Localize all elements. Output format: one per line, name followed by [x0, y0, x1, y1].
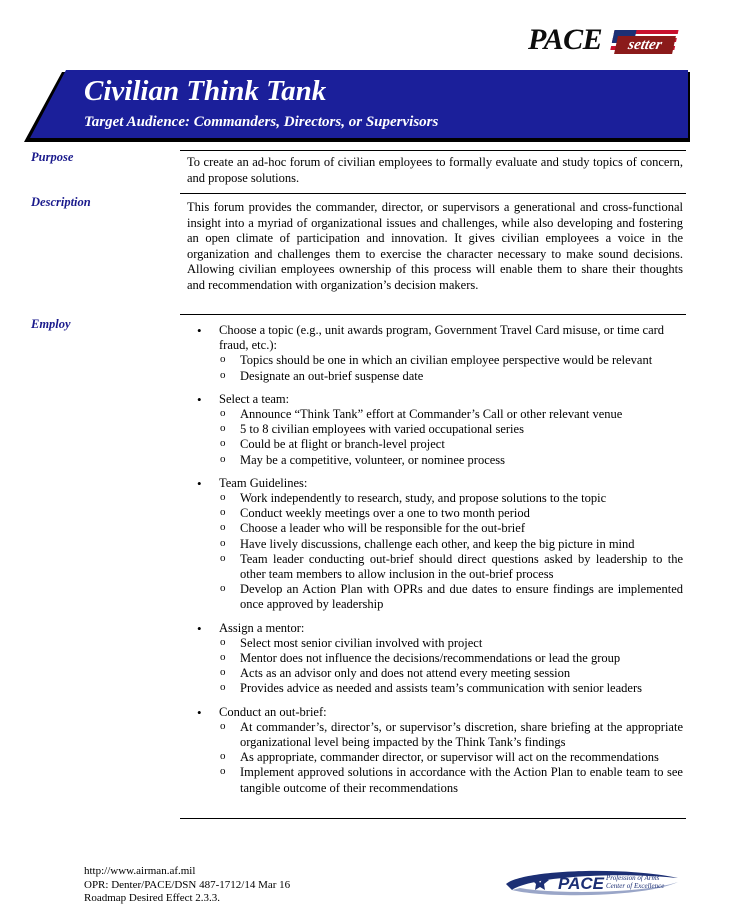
sub-list-item: o Provides advice as needed and assists team’s communication with senior leaders	[187, 681, 683, 696]
sub-list-item: o Conduct weekly meetings over a one to two month period	[187, 506, 683, 521]
sub-list-item: o Work independently to research, study, and propose solutions to the topic	[187, 491, 683, 506]
divider	[180, 150, 686, 151]
footer-url[interactable]: http://www.airman.af.mil	[84, 865, 196, 877]
footer-logo-word: PACE	[558, 874, 604, 893]
sub-list-item: o As appropriate, commander director, or supervisor will act on the recommendations	[187, 750, 683, 765]
list-item	[187, 323, 683, 384]
sub-list-item: o Designate an out-brief suspense date	[187, 369, 683, 384]
sub-list-item: o Develop an Action Plan with OPRs and due dates to ensure findings are implemented once approved by leadership	[187, 582, 683, 612]
sub-list-item: o Select most senior civilian involved with project	[187, 636, 683, 651]
page-title: Civilian Think Tank	[84, 75, 327, 107]
list-item-text: • Conduct an out-brief:	[219, 704, 327, 719]
sub-list-item: o Topics should be one in which an civilian employee perspective would be relevant	[187, 353, 683, 368]
purpose-label: Purpose	[31, 150, 74, 164]
footer-logo-line2: Center of Excellence	[606, 882, 665, 890]
divider	[180, 818, 686, 819]
sub-list-item: o Mentor does not influence the decisions/recommendations or lead the group	[187, 651, 683, 666]
page-subtitle: Target Audience: Commanders, Directors, or Supervisors	[84, 114, 439, 130]
footer-roadmap: Roadmap Desired Effect 2.3.3.	[84, 892, 221, 904]
pace-center-logo	[502, 868, 682, 898]
footer	[84, 865, 290, 906]
sub-list-item: o Acts as an advisor only and does not attend every meeting session	[187, 666, 683, 681]
footer-logo-caption	[606, 874, 678, 890]
pace-setter-logo	[528, 22, 688, 60]
list-item	[187, 476, 683, 613]
sub-list-item: o Have lively discussions, challenge each other, and keep the big picture in mind	[187, 537, 683, 552]
list-item-text: • Choose a topic (e.g., unit awards program, Government Travel Card misuse, or time card fraud, etc.):	[219, 323, 665, 353]
list-item	[187, 392, 683, 468]
description-text: This forum provides the commander, director, or supervisors a generational and cross-functional insight into a myriad of organizational issues and challenges, while also developing and fostering an open climate of participation and innovation. It gives civilian employees a voice in the organization and challenges them to exercise the character necessary to make sound decisions. Allowing civilian employees ownership of this process will enable them to share their thoughts and recommendation with organization’s decision makers.	[187, 200, 683, 292]
sub-list-item: o Choose a leader who will be responsible for the out-brief	[187, 521, 683, 536]
sub-list-item: o Implement approved solutions in accordance with the Action Plan to enable team to see tangible outcome of their recommendations	[187, 765, 683, 795]
sub-list-item: o Announce “Think Tank” effort at Commander’s Call or other relevant venue	[187, 407, 683, 422]
divider	[180, 193, 686, 194]
description-label: Description	[31, 195, 91, 209]
sub-list-item: o Could be at flight or branch-level project	[187, 437, 683, 452]
logo-setter-tag: setter	[614, 36, 676, 54]
list-item	[187, 705, 683, 796]
divider	[180, 314, 686, 315]
employ-list	[187, 323, 683, 804]
sub-list-item: o At commander’s, director’s, or supervisor’s discretion, share briefing at the appropriate organizational level being impacted by the Think Tank’s findings	[187, 720, 683, 750]
list-item-text: • Team Guidelines:	[219, 475, 308, 490]
sub-list-item: o May be a competitive, volunteer, or nominee process	[187, 453, 683, 468]
list-item-text: • Assign a mentor:	[219, 620, 305, 635]
footer-opr: OPR: Denter/PACE/DSN 487-1712/14 Mar 16	[84, 878, 291, 891]
list-item-text: • Select a team:	[219, 391, 290, 406]
logo-pace-word: PACE	[528, 23, 603, 56]
sub-list-item: o Team leader conducting out-brief should direct questions asked by leadership to the other team members to allow inclusion in the out-brief process	[187, 552, 683, 582]
sub-list-item: o 5 to 8 civilian employees with varied occupational series	[187, 422, 683, 437]
purpose-text: To create an ad-hoc forum of civilian employees to formally evaluate and study topics of concern, and propose solutions.	[187, 155, 683, 185]
employ-label: Employ	[31, 317, 71, 331]
footer-logo-line1: Profession of Arms	[606, 874, 660, 882]
list-item	[187, 621, 683, 697]
